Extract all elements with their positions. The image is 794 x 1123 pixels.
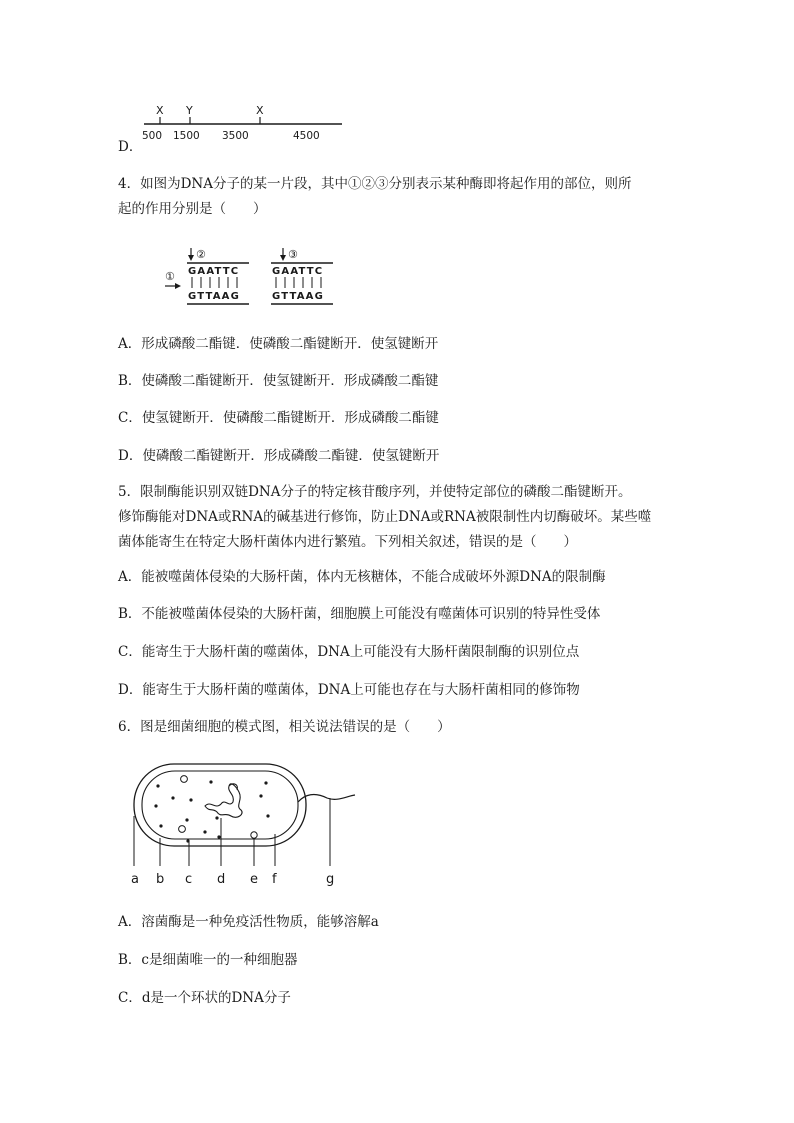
right-bottom-strand: GTTAAG xyxy=(272,291,325,302)
label-b: b xyxy=(156,872,165,887)
q5-option-c: C．能寄生于大肠杆菌的噬菌体，DNA上可能没有大肠杆菌限制酶的识别位点 xyxy=(118,644,580,660)
q4-option-b: B．使磷酸二酯键断开．使氢键断开．形成磷酸二酯键 xyxy=(118,373,439,389)
arrow-2-icon xyxy=(188,255,194,261)
q6-option-c: C．d是一个环状的DNA分子 xyxy=(118,990,291,1006)
map-tick-500: 500 xyxy=(142,130,163,142)
mark-2: ② xyxy=(196,248,206,261)
q5-stem xyxy=(118,480,678,555)
map-tick-3500: 3500 xyxy=(222,130,249,142)
bacterial-cell-diagram xyxy=(125,758,365,890)
left-bottom-strand: GTTAAG xyxy=(188,291,241,302)
arrow-3-icon xyxy=(280,255,286,261)
arrow-1-icon xyxy=(175,283,181,289)
label-a: a xyxy=(131,872,139,887)
q4-option-a: A．形成磷酸二酯键．使磷酸二酯键断开．使氢键断开 xyxy=(118,336,439,352)
left-hydrogen-bonds xyxy=(192,277,237,288)
label-d: d xyxy=(217,872,226,887)
q5-stem-line-3: 菌体能寄生在特定大肠杆菌体内进行繁殖。下列相关叙述，错误的是（ ） xyxy=(118,534,577,550)
mark-3: ③ xyxy=(288,248,298,261)
granule-1 xyxy=(181,776,188,783)
left-top-strand: GAATTC xyxy=(188,266,240,277)
map-tick-4500: 4500 xyxy=(293,130,320,142)
q4-option-d: D．使磷酸二酯键断开．形成磷酸二酯键．使氢键断开 xyxy=(118,448,440,464)
leader-lines xyxy=(134,798,330,866)
ribosomes xyxy=(154,780,269,842)
q5-option-a: A．能被噬菌体侵染的大肠杆菌，体内无核糖体，不能合成破坏外源DNA的限制酶 xyxy=(118,569,606,585)
label-e: e xyxy=(250,872,258,887)
label-c: c xyxy=(185,872,193,887)
plasmid xyxy=(251,832,257,838)
map-marker-x1: X xyxy=(156,104,164,117)
q5-stem-line-1: 5．限制酶能识别双链DNA分子的特定核苷酸序列，并使特定部位的磷酸二酯键断开。 xyxy=(118,484,632,500)
q6-stem: 6．图是细菌细胞的模式图，相关说法错误的是（ ） xyxy=(118,719,451,735)
map-marker-y: Y xyxy=(186,104,193,117)
q4-stem-line-1: 4．如图为DNA分子的某一片段，其中①②③分别表示某种酶即将起作用的部位，则所 xyxy=(118,176,632,192)
label-f: f xyxy=(272,872,277,887)
dna-enzyme-figure xyxy=(163,245,343,310)
mark-1: ① xyxy=(165,270,175,283)
map-tick-1500: 1500 xyxy=(173,130,200,142)
map-marker-x2: X xyxy=(256,104,264,117)
right-top-strand: GAATTC xyxy=(272,266,324,277)
flagellum xyxy=(298,795,355,802)
label-g: g xyxy=(326,872,335,887)
right-hydrogen-bonds xyxy=(276,277,321,288)
restriction-map-figure xyxy=(140,98,350,148)
nucleoid-dna xyxy=(205,784,242,817)
q6-option-a: A．溶菌酶是一种免疫活性物质，能够溶解a xyxy=(118,914,379,930)
q6-option-b: B．c是细菌唯一的一种细胞器 xyxy=(118,952,298,968)
q4-stem-line-2: 起的作用分别是（ ） xyxy=(118,201,267,217)
q5-option-d: D．能寄生于大肠杆菌的噬菌体，DNA上可能也存在与大肠杆菌相同的修饰物 xyxy=(118,682,580,698)
q4-stem xyxy=(118,172,678,222)
q3-option-d-label: D． xyxy=(118,139,143,155)
q4-option-c: C．使氢键断开．使磷酸二酯键断开．形成磷酸二酯键 xyxy=(118,410,439,426)
granule-2 xyxy=(179,826,186,833)
q5-stem-line-2: 修饰酶能对DNA或RNA的碱基进行修饰，防止DNA或RNA被限制性内切酶破坏。某些噬 xyxy=(118,509,652,525)
q5-option-b: B．不能被噬菌体侵染的大肠杆菌，细胞膜上可能没有噬菌体可识别的特异性受体 xyxy=(118,606,601,622)
